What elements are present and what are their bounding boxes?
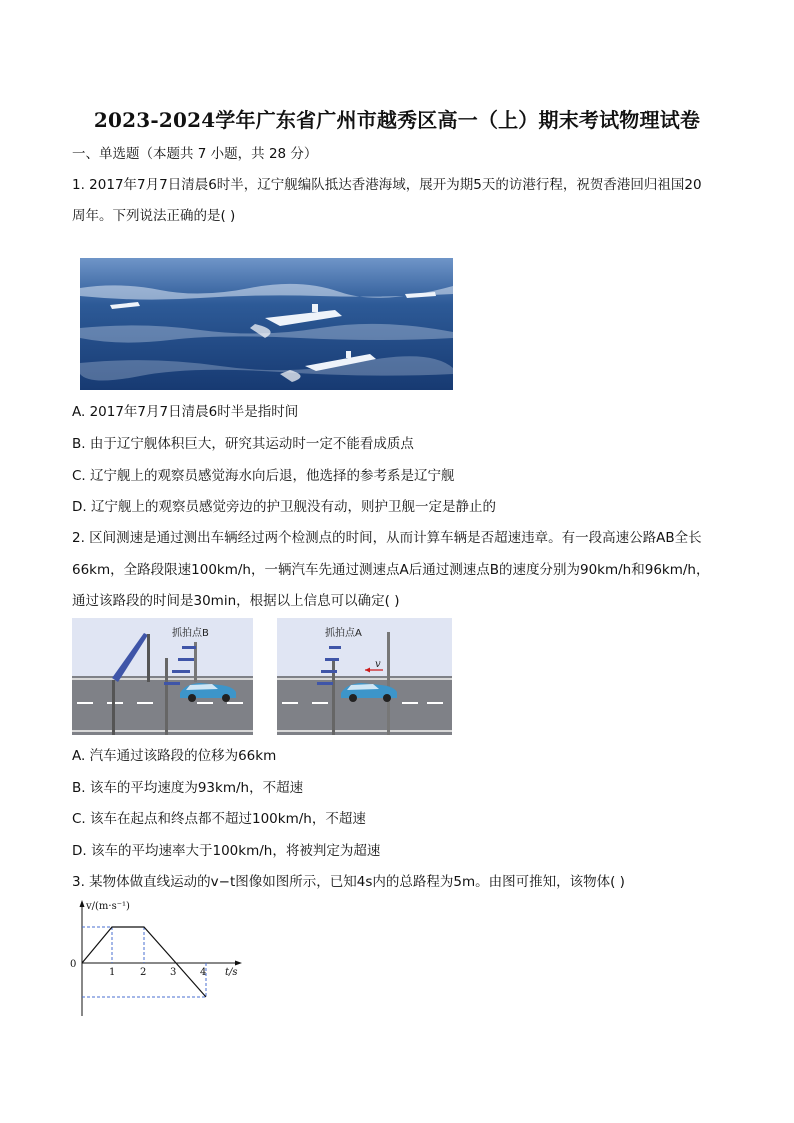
checkpoint-a-label: 抓拍点A xyxy=(325,628,362,639)
q1-option-a: A. 2017年7月7日清晨6时半是指时间 xyxy=(72,404,299,420)
q2-option-a: A. 汽车通过该路段的位移为66km xyxy=(72,748,277,764)
checkpoint-b-figure xyxy=(72,618,253,735)
graph-x-label: t/s xyxy=(225,967,238,978)
graph-origin: 0 xyxy=(70,959,77,970)
q1-stem-line2: 周年。下列说法正确的是( ) xyxy=(72,208,236,224)
q2-stem-line2: 66km，全路段限速100km/h，一辆汽车先通过测速点A后通过测速点B的速度分别为90km/h和96km/h， xyxy=(72,562,710,578)
tick-2: 2 xyxy=(140,967,147,978)
road-scene-b xyxy=(72,618,253,735)
section-heading: 一、单选题（本题共 7 小题，共 28 分） xyxy=(72,146,318,162)
q1-option-d: D. 辽宁舰上的观察员感觉旁边的护卫舰没有动，则护卫舰一定是静止的 xyxy=(72,499,496,515)
sea-fleet-illustration xyxy=(80,258,453,390)
q1-option-c: C. 辽宁舰上的观察员感觉海水向后退，他选择的参考系是辽宁舰 xyxy=(72,468,455,484)
q2-stem-line1: 2. 区间测速是通过测出车辆经过两个检测点的时间，从而计算车辆是否超速违章。有一段高速公路AB全长 xyxy=(72,530,702,546)
checkpoint-a-figure xyxy=(277,618,452,735)
q3-stem: 3. 某物体做直线运动的v−t图像如图所示，已知4s内的总路程为5m。由图可推知，该物体( ) xyxy=(72,874,625,890)
tick-1: 1 xyxy=(109,967,116,978)
graph-y-label: v/(m·s⁻¹) xyxy=(86,901,130,912)
v-t-graph xyxy=(60,896,250,1021)
page-title: 2023-2024学年广东省广州市越秀区高一（上）期末考试物理试卷 xyxy=(93,108,701,132)
q2-option-c: C. 该车在起点和终点都不超过100km/h，不超速 xyxy=(72,811,366,827)
v-t-graph-svg xyxy=(60,896,250,1021)
road-scene-a xyxy=(277,618,452,735)
q1-stem-line1: 1. 2017年7月7日清晨6时半，辽宁舰编队抵达香港海域，展开为期5天的访港行程，祝贺香港回归祖国20 xyxy=(72,177,702,193)
q2-stem-line3: 通过该路段的时间是30min，根据以上信息可以确定( ) xyxy=(72,593,400,609)
tick-4: 4 xyxy=(200,967,207,978)
tick-3: 3 xyxy=(170,967,177,978)
q1-option-b: B. 由于辽宁舰体积巨大，研究其运动时一定不能看成质点 xyxy=(72,436,414,452)
q2-option-b: B. 该车的平均速度为93km/h，不超速 xyxy=(72,780,304,796)
checkpoint-b-label: 抓拍点B xyxy=(172,628,209,639)
aircraft-carrier-photo xyxy=(80,258,453,390)
velocity-label: v xyxy=(375,659,381,670)
q2-option-d: D. 该车的平均速率大于100km/h，将被判定为超速 xyxy=(72,843,381,859)
